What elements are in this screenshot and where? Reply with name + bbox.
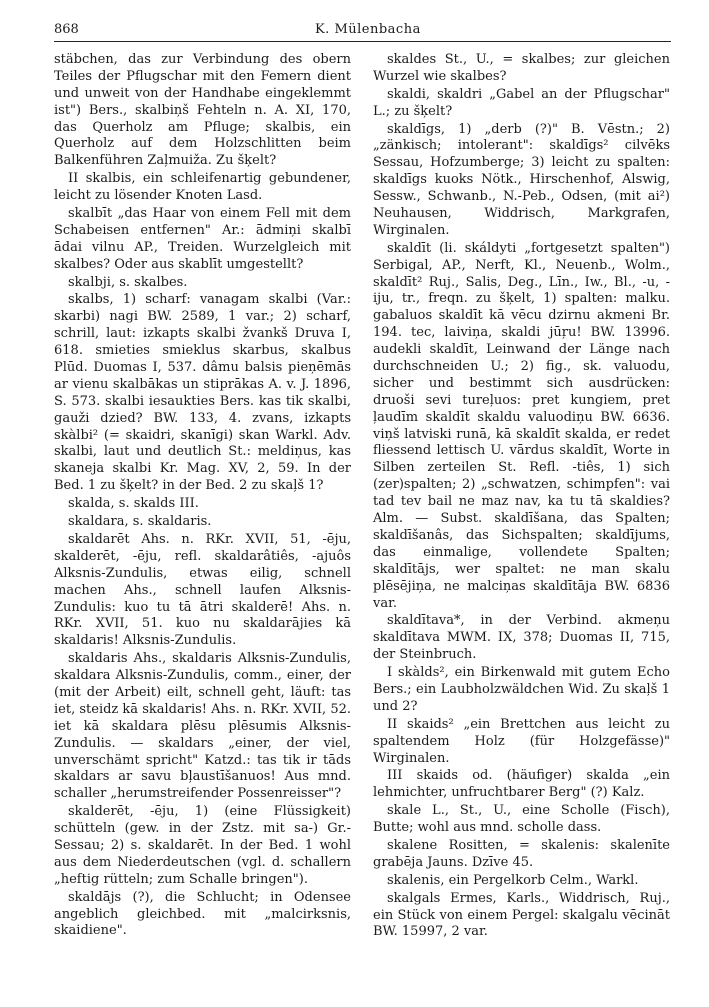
entry-skaldit: skaldīt (li. skáldyti „fortgesetzt spalten") Serbigal, AP., Nerft, Kl., Neuenb., Wolm., skaldīt² Ruj., Salis, Deg., Līn., Iw., Bl., -u, -iju, tr., freqn. zu šķelt, 1) spalten: malku. gabaluos skaldīt kā vēcu dzirnu akmeni Br. 194. tec, laiviņa, skaldi jūŗu! BW. 13996. audekli skaldīt, Leinwand der Länge nach durchschneiden U.; 2) fig., sk. valuodu, sicher und bestimmt sich ausdrücken: druoši sevi tureļuos: pret kungiem, pret ļaudīm skaldīt skaldu valuodiņu BW. 6636. viņš latviski runā, kā skaldīt skalda, er redet fliessend lettisch U. vārdus skaldīt, Worte in Silben zerteilen St. Refl. -tiês, 1) sich (zer)spalten; 2) „schwatzen, schimpfen": vai tad tev bail ne maz nav, ka tu tā skaldies? Alm. — Subst. skaldīšana, das Spalten; skaldīšanâs, das Sichspalten; skaldījums, das einmalige, vollendete Spalten; skaldītājs, wer spaltet: ne man skalu plēsējiņa, ne malciņas skaldītāja BW. 6836 var.	[373, 240, 670, 611]
entry-skaldi: skaldi, skaldri „Gabel an der Pflugschar" L.; zu šķelt?	[373, 86, 670, 119]
entry-skalderet: skalderēt, -ēju, 1) (eine Flüssigkeit) schütteln (gew. in der Zstz. mit sa-) Gr.-Sessau; 2) s. skaldarēt. In der Bed. 1 wohl aus dem Niederdeutschen (vgl. d. schallern „heftig rütteln; zum Schalle bringen").	[54, 804, 351, 887]
entry-skaldajs: skaldājs (?), die Schlucht; in Odensee angeblich gleichbed. mit „malcirksnis, skaidiene".	[54, 889, 351, 939]
entry-skaldara: skaldara, s. skaldaris.	[68, 514, 212, 530]
entry-skale: skale L., St., U., eine Scholle (Fisch), Butte; wohl aus mnd. scholle dass.	[373, 803, 670, 836]
entry-skalbit: skalbīt „das Haar von einem Fell mit dem Schabeisen entfernen" Ar.: ādmiņi skalbī ādai vilnu AP., Treiden. Wurzelgleich mit skalbes? Oder aus skablīt umgestellt?	[54, 206, 351, 272]
page-header	[54, 22, 671, 37]
entry-skalbis-ii: II skalbis, ein schleifenartig gebundener, leicht zu lösender Knoten Lasd.	[54, 171, 351, 204]
entry-skaldaris: skaldaris Ahs., skaldaris Alksnis-Zundulis, skaldara Alksnis-Zundulis, comm., einer, der (mit der Arbeit) eilt, schnell geht, läuft: tas iet, steidz kā skaldaris! Ahs. n. RKr. XVII, 52. iet kā skaldara plēsu plēsumis Alksnis-Zundulis. — skaldars „einer, der viel, unverschämt spricht" Katzd.: tas tik ir tāds skaldars ar savu bļaustīšanuos! Aus mnd. schaller „herumstreifender Possenreisser"?	[54, 651, 351, 802]
entry-skaids-iii: III skaids od. (häufiger) skalda „ein lehmichter, unfruchtbarer Berg" (?) Kalz.	[373, 768, 670, 801]
entry-skalbs: skalbs, 1) scharf: vanagam skalbi (Var.: skarbi) nagi BW. 2589, 1 var.; 2) scharf, schrill, laut: izkapts skalbi žvankš Druva I, 618. smieties smieklus skarbus, skalbus Plūd. Duomas I, 537. dâmu balsis pieņēmās ar vienu skalbākas un stiprākas A. v. J. 1896, S. 573. skalbi iesaukties Bers. kas tik skalbi, gauži dzied? BW. 133, 4. zvans, izkapts skàlbi² (= skaidri, skanīgi) skan Warkl. Adv. skalbi, laut und deutlich St.: meldiņus, kas skaneja skalbi Kr. Mag. XV, 2, 59. In der Bed. 1 zu šķelt? in der Bed. 2 zu skaļš 1?	[54, 292, 351, 494]
entry-skalds-i: I skàlds², ein Birkenwald mit gutem Echo Bers.; ein Laubholzwäldchen Wid. Zu skaļš 1 und 2?	[373, 665, 670, 714]
entry-skaldes: skaldes St., U., = skalbes; zur gleichen Wurzel wie skalbes?	[373, 52, 670, 84]
entry-skalda: skalda, s. skalds III.	[68, 496, 199, 512]
entry-skalbji: skalbji, s. skalbes.	[68, 274, 188, 290]
entry-skaldaret: skaldarēt Ahs. n. RKr. XVII, 51, -ēju, skalderēt, -ēju, refl. skaldarâtiês, -ajuôs Alksnis-Zundulis, etwas eilig, schnell machen Ahs., schnell laufen Alksnis-Zundulis: kuo tu tā ātri skalderē! Ahs. n. RKr. XVII, 51. kuo nu skaldarājies kā skaldaris! Alksnis-Zundulis.	[54, 531, 351, 649]
entry-continuation: stäbchen, das zur Verbindung des obern Teiles der Pflugschar mit den Femern dient und unweit von der Handhabe eingeklemmt ist") Bers., skalbiņš Fehteln n. A. XI, 170, das Querholz am Pfluge; skalbis, ein Querholz auf dem Holzschlitten beim Balkenführen Zaļmuiža. Zu šķelt?	[54, 52, 351, 169]
entry-skalditava: skaldītava*, in der Verbind. akmeņu skaldītava MWM. IX, 378; Duomas II, 715, der Steinbruch.	[373, 613, 670, 663]
text-columns	[54, 52, 671, 942]
page-number: 868	[54, 22, 79, 37]
entry-skaldigs: skaldīgs, 1) „derb (?)" B. Vēstn.; 2) „zänkisch; intolerant": skaldīgs² cilvēks Sessau, Hofzumberge; 3) leicht zu spalten: skaldīgs kuoks Nötk., Hirschenhof, Alswig, Sessw., Schwanb., N.-Peb., Odsen, (mit ai²) Neuhausen, Widdrisch, Markgrafen, Wirginalen.	[373, 121, 670, 238]
entry-skaids-ii: II skaids² „ein Brettchen aus leicht zu spaltendem Holz (für Holzgefässe)" Wirginalen.	[373, 716, 670, 766]
entry-skalgals: skalgals Ermes, Karls., Widdrisch, Ruj., ein Stück von einem Pergel: skalgalu vēcināt BW. 15997, 2 var.	[373, 890, 670, 940]
left-column	[54, 52, 351, 942]
entry-skalenis: skalenis, ein Pergelkorb Celm., Warkl.	[387, 872, 639, 888]
right-column	[373, 52, 670, 942]
running-head-author: K. Mülenbacha	[314, 22, 421, 37]
header-rule	[54, 41, 671, 42]
entry-skalene: skalene Rositten, = skalenis: skalenīte grabēja Jauns. Dzīve 45.	[373, 837, 670, 870]
